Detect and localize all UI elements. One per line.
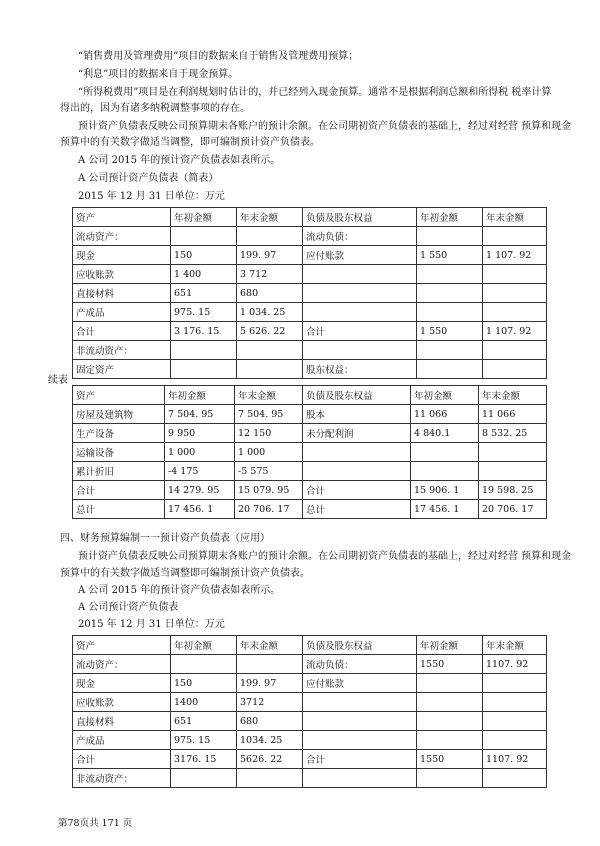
table-cell [171, 360, 237, 379]
table-cell [417, 769, 483, 788]
table-cell: 流动负债： [303, 227, 417, 246]
table-cell: 1 000 [235, 443, 303, 462]
table-row [73, 424, 547, 443]
table-cell: 17 456. 1 [411, 500, 479, 519]
table-cell [483, 674, 547, 693]
table-cell [417, 360, 483, 379]
table-cell [303, 265, 417, 284]
table-cell: 负债及股东权益 [303, 386, 411, 405]
table-cell: 1 400 [171, 265, 237, 284]
table-cell: 1107. 92 [483, 750, 547, 769]
table-cell: 负债及股东权益 [303, 636, 417, 655]
table-cell: 年末金额 [483, 636, 547, 655]
table-cell [303, 443, 411, 462]
table-cell: 11 066 [411, 405, 479, 424]
table-cell: 合计 [73, 750, 171, 769]
table-cell [417, 674, 483, 693]
balance-sheet-table-2 [72, 385, 547, 519]
table-row [73, 636, 547, 655]
table-cell: 流动资产： [73, 655, 171, 674]
table-cell: 非流动资产： [73, 769, 171, 788]
table-cell: 直接材料 [73, 712, 171, 731]
table-row [73, 227, 547, 246]
intro-line-5: A 公司 2015 年的预计资产负债表如表所示。 [78, 155, 281, 166]
table-row [73, 405, 547, 424]
table-cell [411, 462, 479, 481]
table-cell: 产成品 [73, 303, 171, 322]
table-cell [417, 731, 483, 750]
intro-line-1: “销售费用及管理费用”项目的数据来自于销售及管理费用预算； [78, 51, 359, 62]
table-cell: 975. 15 [171, 731, 237, 750]
table-cell: 资产 [73, 386, 165, 405]
intro-line-4b: 预算中的有关数字做适当调整，即可编制预计资产负债表。 [60, 137, 320, 148]
table-cell [417, 227, 483, 246]
table-cell: 固定资产 [73, 360, 171, 379]
table-row [73, 208, 547, 227]
table-cell: 年初金额 [417, 636, 483, 655]
table-cell: 累计折旧 [73, 462, 165, 481]
section-4-para-a: 预计资产负债表反映公司预算期末各账户的预计余额。在公司期初资产负债表的基础上，经过对经营 预算和现金 [78, 551, 572, 562]
table-cell: 非流动资产： [73, 341, 171, 360]
table-row [73, 284, 547, 303]
table-cell: -4 175 [165, 462, 235, 481]
table-cell: 975. 15 [171, 303, 237, 322]
table-cell: 年初金额 [165, 386, 235, 405]
section-4-line-2: A 公司 2015 年的预计资产负债表如表所示。 [78, 585, 281, 596]
table-cell [237, 341, 303, 360]
table-cell: 199. 97 [237, 246, 303, 265]
table-cell: 1034. 25 [237, 731, 303, 750]
intro-line-2: “利息”项目的数据来自于现金预算。 [78, 69, 239, 80]
table-cell: 年末金额 [237, 208, 303, 227]
table-cell: 应收账款 [73, 693, 171, 712]
continued-label: 续表 [48, 375, 68, 386]
table-cell [479, 443, 547, 462]
table-cell [417, 265, 483, 284]
table3-title: A 公司预计资产负债表 [78, 602, 179, 613]
table-cell: 房屋及建筑物 [73, 405, 165, 424]
balance-sheet-table-1 [72, 207, 547, 379]
table-cell: 3 712 [237, 265, 303, 284]
table-cell: 年末金额 [237, 636, 303, 655]
table-row [73, 750, 547, 769]
table-cell: 1 107. 92 [483, 246, 547, 265]
intro-line-3a: “所得税费用”项目是在利润规划时估计的，并已经列入现金预算。通常不是根据利润总额和所得税 税率计算 [78, 87, 552, 98]
table-cell: 14 279. 95 [165, 481, 235, 500]
table-cell [303, 693, 417, 712]
table-cell: 流动负债： [303, 655, 417, 674]
table-cell: 年末金额 [483, 208, 547, 227]
table-cell [417, 284, 483, 303]
table-cell: 1 107. 92 [483, 322, 547, 341]
table-cell: 1 550 [417, 246, 483, 265]
table-row [73, 712, 547, 731]
table-cell [237, 655, 303, 674]
table-cell: 7 504. 95 [165, 405, 235, 424]
table-cell: 3712 [237, 693, 303, 712]
table-cell: 651 [171, 284, 237, 303]
table-cell: 股东权益： [303, 360, 417, 379]
table-cell: 8 532. 25 [479, 424, 547, 443]
table1-unit: 2015 年 12 月 31 日单位：万元 [78, 191, 225, 202]
table-cell [303, 731, 417, 750]
table-cell: 3176. 15 [171, 750, 237, 769]
table-cell: 合计 [303, 481, 411, 500]
table-cell: 资产 [73, 636, 171, 655]
table-cell: 1 000 [165, 443, 235, 462]
table-cell: 总计 [303, 500, 411, 519]
table-cell: 生产设备 [73, 424, 165, 443]
table-cell [483, 341, 547, 360]
table-cell: 9 950 [165, 424, 235, 443]
table-cell [417, 341, 483, 360]
table-cell: 股本 [303, 405, 411, 424]
table-cell [483, 360, 547, 379]
table-cell [303, 284, 417, 303]
table-cell: 产成品 [73, 731, 171, 750]
intro-line-3b: 得出的，因为有诸多纳税调整事项的存在。 [60, 103, 250, 114]
table-cell: 7 504. 95 [235, 405, 303, 424]
balance-sheet-table-3 [72, 635, 547, 788]
table-cell [237, 769, 303, 788]
table-cell [303, 769, 417, 788]
table-cell [417, 712, 483, 731]
table-cell: 流动资产： [73, 227, 171, 246]
table-cell [303, 341, 417, 360]
table-cell: 19 598. 25 [479, 481, 547, 500]
table-cell: 合计 [73, 322, 171, 341]
table-cell: 1550 [417, 655, 483, 674]
table-cell: 直接材料 [73, 284, 171, 303]
table-row [73, 500, 547, 519]
table-cell: 20 706. 17 [479, 500, 547, 519]
table-cell: 1 034. 25 [237, 303, 303, 322]
table-cell [483, 227, 547, 246]
table-row [73, 769, 547, 788]
table-cell: 17 456. 1 [165, 500, 235, 519]
table-cell: 资产 [73, 208, 171, 227]
table-cell [483, 265, 547, 284]
table-cell: 3 176. 15 [171, 322, 237, 341]
table3-unit: 2015 年 12 月 31 日单位：万元 [78, 619, 225, 630]
table-row [73, 303, 547, 322]
table-cell: 年末金额 [235, 386, 303, 405]
table-row [73, 481, 547, 500]
table-cell: 年末金额 [479, 386, 547, 405]
section-4-heading: 四、财务预算编制一一预计资产负债表（应用） [60, 533, 270, 544]
table-row [73, 246, 547, 265]
table-cell: 15 079. 95 [235, 481, 303, 500]
table-cell [303, 462, 411, 481]
table-cell [411, 443, 479, 462]
intro-line-4a: 预计资产负债表反映公司预算期末各账户的预计余额。在公司期初资产负债表的基础上，经过对经营 预算和现金 [78, 121, 572, 132]
table-cell [483, 769, 547, 788]
table-cell: 199. 97 [237, 674, 303, 693]
table-cell [171, 341, 237, 360]
table-cell: 未分配利润 [303, 424, 411, 443]
table-row [73, 693, 547, 712]
table-cell: 1 550 [417, 322, 483, 341]
table-cell [417, 693, 483, 712]
table-cell: 5626. 22 [237, 750, 303, 769]
table-row [73, 462, 547, 481]
table-cell: 年初金额 [171, 636, 237, 655]
table-cell: 150 [171, 246, 237, 265]
table-cell: 1107. 92 [483, 655, 547, 674]
table-cell: 年初金额 [171, 208, 237, 227]
section-4-para-b: 预算中的有关数字做适当调整即可编制预计资产负债表。 [60, 568, 310, 579]
table-cell [171, 655, 237, 674]
table-cell [483, 303, 547, 322]
table-cell: 年初金额 [417, 208, 483, 227]
table-cell [483, 693, 547, 712]
table-cell: 现金 [73, 674, 171, 693]
table-cell: 5 626. 22 [237, 322, 303, 341]
table-cell: 合计 [303, 322, 417, 341]
table-cell: 总计 [73, 500, 165, 519]
table-row [73, 674, 547, 693]
table-cell: 680 [237, 284, 303, 303]
table-cell: 1550 [417, 750, 483, 769]
table-cell: 15 906. 1 [411, 481, 479, 500]
table-row [73, 360, 547, 379]
table-cell: 680 [237, 712, 303, 731]
table-cell [303, 303, 417, 322]
table-cell: 合计 [73, 481, 165, 500]
table-cell [483, 284, 547, 303]
table-cell: 4 840.1 [411, 424, 479, 443]
table-cell [483, 731, 547, 750]
table-cell: 应付账款 [303, 674, 417, 693]
table-cell [171, 769, 237, 788]
table-cell: 150 [171, 674, 237, 693]
table-row [73, 731, 547, 750]
table-cell: 12 150 [235, 424, 303, 443]
table-cell: 20 706. 17 [235, 500, 303, 519]
page-footer: 第78页共 171 页 [58, 818, 133, 829]
table-cell: 年初金额 [411, 386, 479, 405]
table-cell: 合计 [303, 750, 417, 769]
table-cell: 负债及股东权益 [303, 208, 417, 227]
table-cell [237, 360, 303, 379]
table-cell [237, 227, 303, 246]
table-cell: 11 066 [479, 405, 547, 424]
table-cell: -5 575 [235, 462, 303, 481]
table-row [73, 341, 547, 360]
table-cell: 1400 [171, 693, 237, 712]
table1-title: A 公司预计资产负债表（简表） [78, 173, 219, 184]
table-cell [303, 712, 417, 731]
table-cell [483, 712, 547, 731]
table-row [73, 655, 547, 674]
table-row [73, 322, 547, 341]
table-row [73, 386, 547, 405]
table-cell [479, 462, 547, 481]
table-cell: 应收账款 [73, 265, 171, 284]
table-cell: 现金 [73, 246, 171, 265]
table-cell: 651 [171, 712, 237, 731]
table-cell: 运输设备 [73, 443, 165, 462]
table-row [73, 443, 547, 462]
table-cell [171, 227, 237, 246]
table-cell: 应付账款 [303, 246, 417, 265]
table-row [73, 265, 547, 284]
table-cell [417, 303, 483, 322]
